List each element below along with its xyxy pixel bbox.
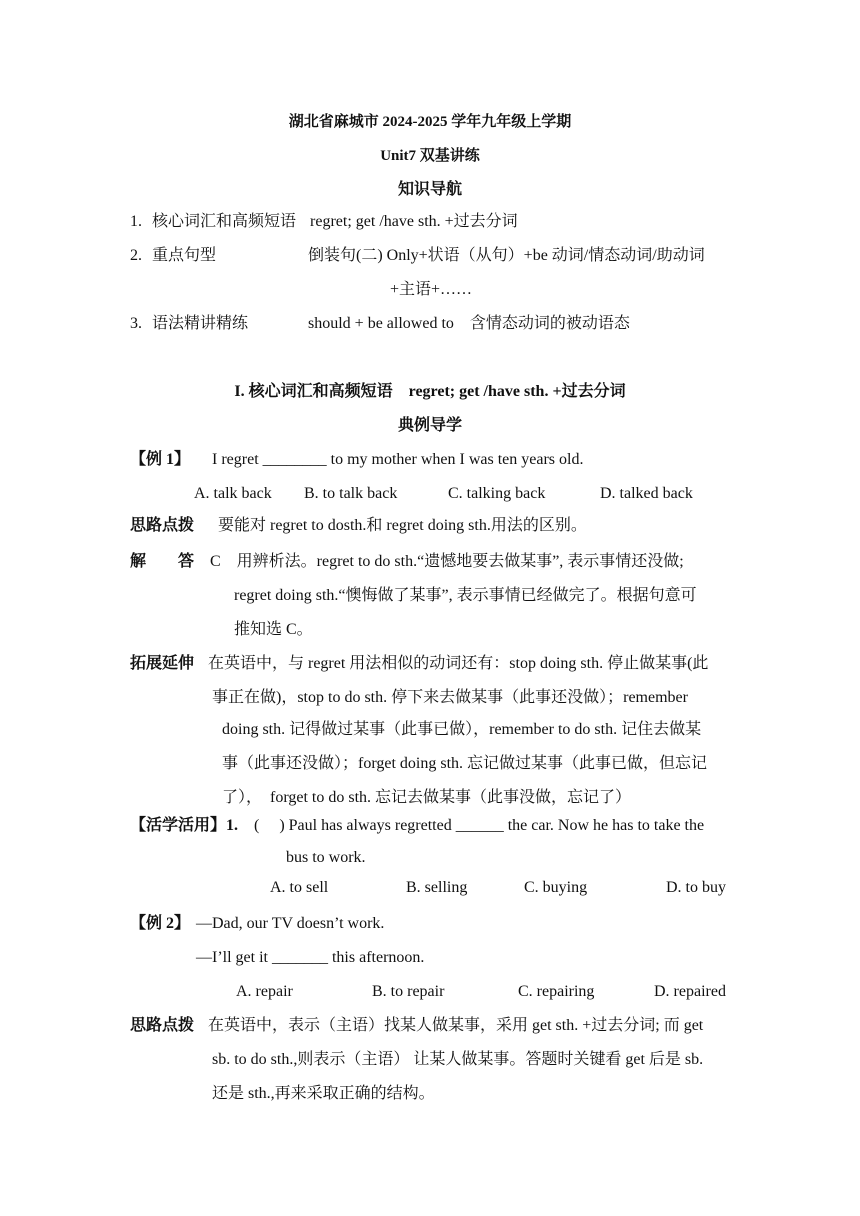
example-2-tag: 【例 2】	[130, 915, 191, 932]
answer-line-3: 推知选 C。	[234, 621, 313, 638]
extend-line-4: 事（此事还没做）；forget doing sth. 忘记做过某事（此事已做，但忘记	[222, 755, 708, 772]
example-2-line-1: —Dad, our TV doesn’t work.	[196, 915, 385, 932]
option-d: D. repaired	[654, 983, 726, 1000]
answer-line-1: C 用辨析法。regret to do sth.“遗憾地要去做某事”, 表示事情还没做;	[210, 553, 684, 570]
answer-line-2: regret doing sth.“懊悔做了某事”, 表示事情已经做完了。根据句意可	[234, 587, 697, 604]
hint-tag: 思路点拨	[130, 1017, 195, 1034]
hint-text: 要能对 regret to dosth.和 regret doing sth.用法的区别。	[218, 517, 587, 534]
option-d: D. talked back	[600, 485, 693, 502]
option-a: A. to sell	[270, 879, 329, 896]
outline-number: 2.	[130, 247, 142, 264]
extend-tag: 拓展延伸	[130, 655, 195, 672]
outline-content: regret; get /have sth. +过去分词	[310, 213, 518, 230]
outline-label: 重点句型	[152, 247, 217, 264]
extend-line-3: doing sth. 记得做过某事（此事已做），remember to do sth. 记住去做某	[222, 721, 702, 738]
outline-item-3	[130, 314, 248, 334]
hint-line-3: 还是 sth.,再来采取正确的结构。	[212, 1085, 435, 1102]
answer-tag: 解 答	[130, 553, 195, 570]
example-2-line-2: —I’ll get it _______ this afternoon.	[196, 949, 425, 966]
practice-1-question-cont: bus to work.	[286, 849, 366, 866]
outline-content: should + be allowed to 含情态动词的被动语态	[308, 315, 630, 332]
practice-1-question: ( ) Paul has always regretted ______ the car. Now he has to take the	[254, 817, 705, 834]
outline-content: 倒装句(二) Only+状语（从句）+be 动词/情态动词/助动词	[308, 247, 705, 264]
section-heading: I. 核心词汇和高频短语 regret; get /have sth. +过去分词	[234, 383, 626, 400]
extend-line-5: 了）， forget to do sth. 忘记去做某事（此事没做，忘记了）	[222, 789, 632, 806]
option-d: D. to buy	[666, 879, 726, 896]
outline-number: 1.	[130, 213, 142, 230]
option-a: A. talk back	[194, 485, 272, 502]
example-1-tag: 【例 1】	[130, 451, 191, 468]
hint-tag: 思路点拨	[130, 517, 195, 534]
document-title: 湖北省麻城市 2024-2025 学年九年级上学期	[288, 114, 572, 130]
hint-line-2: sb. to do sth.,则表示（主语） 让某人做某事。答题时关键看 get 后是 sb.	[212, 1051, 704, 1068]
document-subtitle: Unit7 双基讲练	[380, 148, 480, 164]
option-c: C. talking back	[448, 485, 546, 502]
option-b: B. selling	[406, 879, 468, 896]
outline-number: 3.	[130, 315, 142, 332]
extend-line-2: 事正在做)，stop to do sth. 停下来去做某事（此事还没做）；remember	[212, 689, 688, 706]
outline-label: 语法精讲精练	[152, 315, 249, 332]
option-a: A. repair	[236, 983, 293, 1000]
option-c: C. repairing	[518, 983, 595, 1000]
practice-1-tag: 【活学活用】1.	[130, 817, 239, 834]
nav-heading: 知识导航	[397, 181, 462, 198]
outline-item-2	[130, 246, 216, 266]
option-b: B. to talk back	[304, 485, 398, 502]
outline-item-1	[130, 212, 518, 232]
example-1-question: I regret ________ to my mother when I was ten years old.	[212, 451, 584, 468]
outline-label: 核心词汇和高频短语	[152, 213, 297, 230]
section-subheading: 典例导学	[397, 417, 462, 434]
outline-content-continued: +主语+……	[390, 281, 473, 298]
hint-line-1: 在英语中，表示（主语）找某人做某事，采用 get sth. +过去分词; 而 get	[208, 1017, 704, 1034]
extend-line-1: 在英语中，与 regret 用法相似的动词还有：stop doing sth. 停止做某事(此	[208, 655, 709, 672]
option-c: C. buying	[524, 879, 588, 896]
option-b: B. to repair	[372, 983, 445, 1000]
